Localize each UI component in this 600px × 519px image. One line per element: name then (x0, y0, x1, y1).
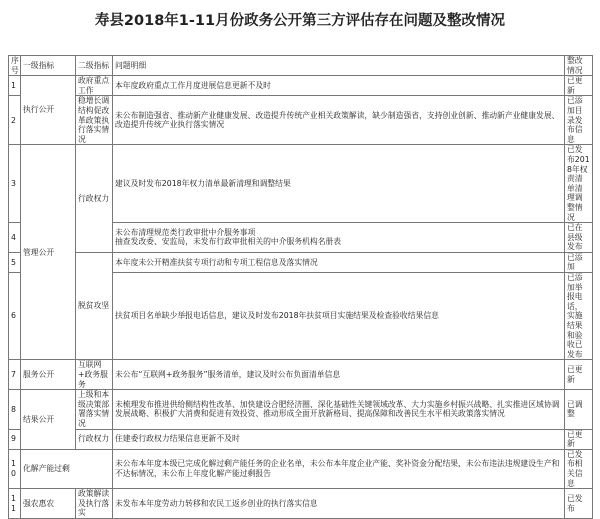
row-issue: 未公布本年度本级已完成化解过剩产能任务的企业名单，未公布本年度企业产能、奖补资金分配结果，未公布违法违规建设生产和不达标情况，未公布上年度化解产能过剩报告 (113, 449, 565, 488)
row-issue: 建议及时发布2018年权力清单最新清理和调整结果 (113, 145, 565, 223)
row-issue: 本年度政府重点工作月度进展信息更新不及时 (113, 76, 565, 96)
header-level1: 一级指标 (21, 56, 76, 76)
header-issue: 问题明细 (113, 56, 565, 76)
row-status: 已添加目录发布信息 (565, 96, 593, 145)
table-row (9, 76, 593, 96)
table-row (9, 429, 593, 449)
row-status: 已发布 (565, 489, 593, 519)
row-level2: 行政权力 (76, 145, 113, 253)
header-level2: 二级指标 (76, 56, 113, 76)
row-seq: 4 (9, 223, 21, 253)
row-level1: 执行公开 (21, 76, 76, 145)
row-level1: 结果公开 (21, 390, 76, 450)
row-seq: 10 (9, 449, 21, 488)
row-issue: 住建委行政权力结果信息更新不及时 (113, 429, 565, 449)
table-row (9, 360, 593, 390)
row-level2: 稳增长调结构促改革政策执行落实情况 (76, 96, 113, 145)
row-level2: 脱贫攻坚 (76, 252, 113, 360)
row-status: 已更新 (565, 76, 593, 96)
table-row (9, 390, 593, 429)
row-level2: 政策解读及执行落实 (76, 489, 113, 519)
row-status: 已添加举报电话，实施结果和验收已发布 (565, 273, 593, 360)
row-level2: 行政权力 (76, 429, 113, 449)
issues-table (8, 55, 593, 519)
page-title: 寿县2018年1-11月份政务公开第三方评估存在问题及整改情况 (94, 13, 506, 29)
row-level2: 政府重点工作 (76, 76, 113, 96)
table-row (9, 96, 593, 145)
row-seq: 7 (9, 360, 21, 390)
row-status: 已发布相关信息 (565, 449, 593, 488)
table-row (9, 252, 593, 272)
header-seq: 序号 (9, 56, 21, 76)
table-row (9, 449, 593, 488)
row-level1: 化解产能过剩 (21, 449, 113, 488)
row-seq: 2 (9, 96, 21, 145)
row-seq: 1 (9, 76, 21, 96)
row-seq: 8 (9, 390, 21, 429)
row-level2: 互联网+政务服务 (76, 360, 113, 390)
row-level2: 上级和本级决策部署落实情况 (76, 390, 113, 429)
row-issue: 未公布“互联网+政务服务”服务清单，建议及时公布负面清单信息 (113, 360, 565, 390)
row-seq: 3 (9, 145, 21, 223)
row-level1: 强农惠农 (21, 489, 76, 519)
row-status: 已更新 (565, 429, 593, 449)
table-row (9, 145, 593, 223)
row-status: 已调整 (565, 390, 593, 429)
header-status: 整改情况 (565, 56, 593, 76)
row-seq: 6 (9, 273, 21, 360)
row-issue: 未公布制造强省、推动新产业健康发展、改造提升传统产业相关政策解读，缺少制造强省，支持创业创新、推动新产业健康发展、改造提升传统产业执行落实情况 (113, 96, 565, 145)
row-issue: 未发布本年度劳动力转移和农民工返乡创业的执行落实信息 (113, 489, 565, 519)
row-status: 已发布2018年权责清单清理调整情况 (565, 145, 593, 223)
row-level1: 服务公开 (21, 360, 76, 390)
row-issue: 未梳理发布推进供给侧结构性改革、加快建设合肥经济圈、深化基础性关键领域改革、大力实施乡村振兴战略、扎实推进区域协调发展战略、积极扩大消费和促进有效投资、推动形成全面开放新格局、提高保障和改善民生水平相关政策落实情况 (113, 390, 565, 429)
row-issue: 扶贫项目名单缺少举报电话信息，建议及时发布2018年扶贫项目实施结果及检查验收结果信息 (113, 273, 565, 360)
row-seq: 11 (9, 489, 21, 519)
row-status: 已添加 (565, 252, 593, 272)
row-seq: 9 (9, 429, 21, 449)
row-status: 已更新 (565, 360, 593, 390)
row-status: 已在县级发布 (565, 223, 593, 253)
row-issue: 未公布清理规范类行政审批中介服务事项 抽查发改委、安监局，未发布行政审批相关的中介服务机构名册表 (113, 223, 565, 253)
row-issue: 本年度未公开精准扶贫专项行动和专项工程信息及落实情况 (113, 252, 565, 272)
row-seq: 5 (9, 252, 21, 272)
table-header-row (9, 56, 593, 76)
row-level1: 管理公开 (21, 145, 76, 360)
table-row (9, 489, 593, 519)
